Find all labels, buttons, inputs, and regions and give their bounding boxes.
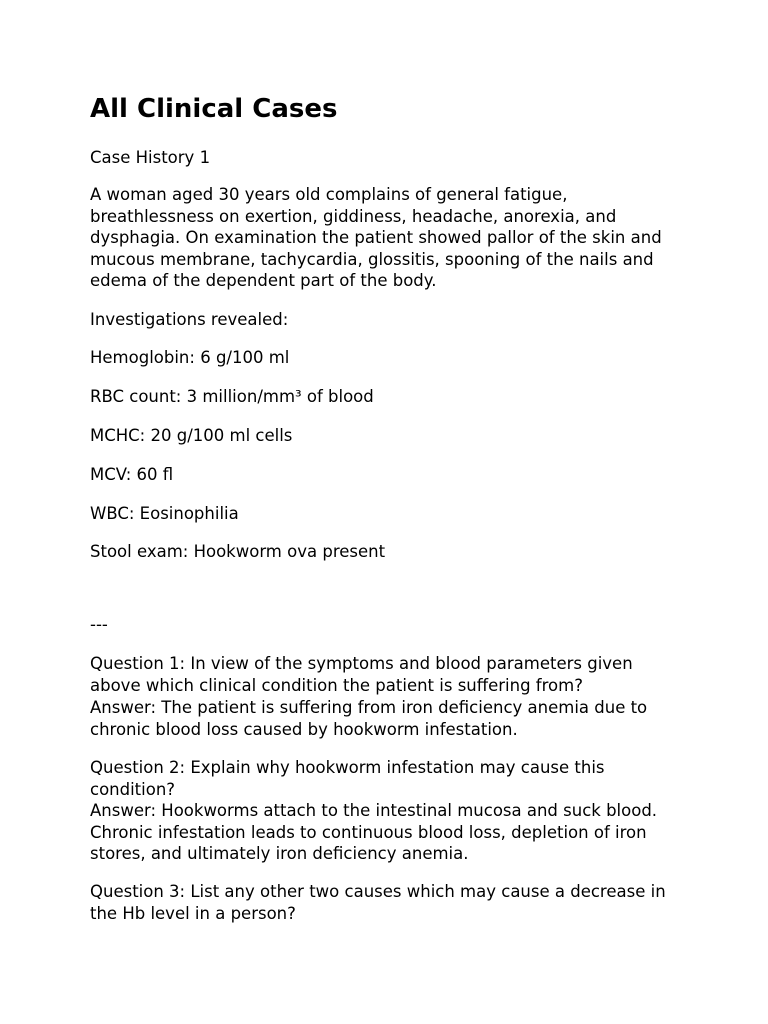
question-2: Question 2: Explain why hookworm infestation may cause this condition? [90, 758, 605, 799]
answer-1: Answer: The patient is suffering from iron deficiency anemia due to chronic blood loss caused by hookworm infestation. [90, 698, 648, 739]
investigation-hemoglobin: Hemoglobin: 6 g/100 ml [90, 348, 290, 367]
document-title: All Clinical Cases [90, 94, 338, 124]
section-separator: --- [90, 615, 108, 634]
case-heading: Case History 1 [90, 148, 211, 167]
investigation-mcv: MCV: 60 fl [90, 465, 174, 484]
question-1: Question 1: In view of the symptoms and blood parameters given above which clinical condition the patient is suffering from? [90, 654, 633, 695]
investigation-wbc: WBC: Eosinophilia [90, 504, 239, 523]
investigation-rbc-count: RBC count: 3 million/mm³ of blood [90, 387, 374, 406]
investigation-mchc: MCHC: 20 g/100 ml cells [90, 426, 293, 445]
investigations-intro: Investigations revealed: [90, 310, 289, 329]
investigation-stool-exam: Stool exam: Hookworm ova present [90, 542, 386, 561]
case-description: A woman aged 30 years old complains of general fatigue, breathlessness on exertion, giddiness, headache, anorexia, and dysphagia. On examination the patient showed pallor of the skin and mucous membrane, tachycardia, glossitis, spooning of the nails and edema of the dependent part of the body. [90, 185, 662, 290]
question-3: Question 3: List any other two causes which may cause a decrease in the Hb level in a person? [90, 882, 666, 923]
answer-2: Answer: Hookworms attach to the intestinal mucosa and suck blood. Chronic infestation leads to continuous blood loss, depletion of iron stores, and ultimately iron deficiency anemia. [90, 801, 658, 863]
